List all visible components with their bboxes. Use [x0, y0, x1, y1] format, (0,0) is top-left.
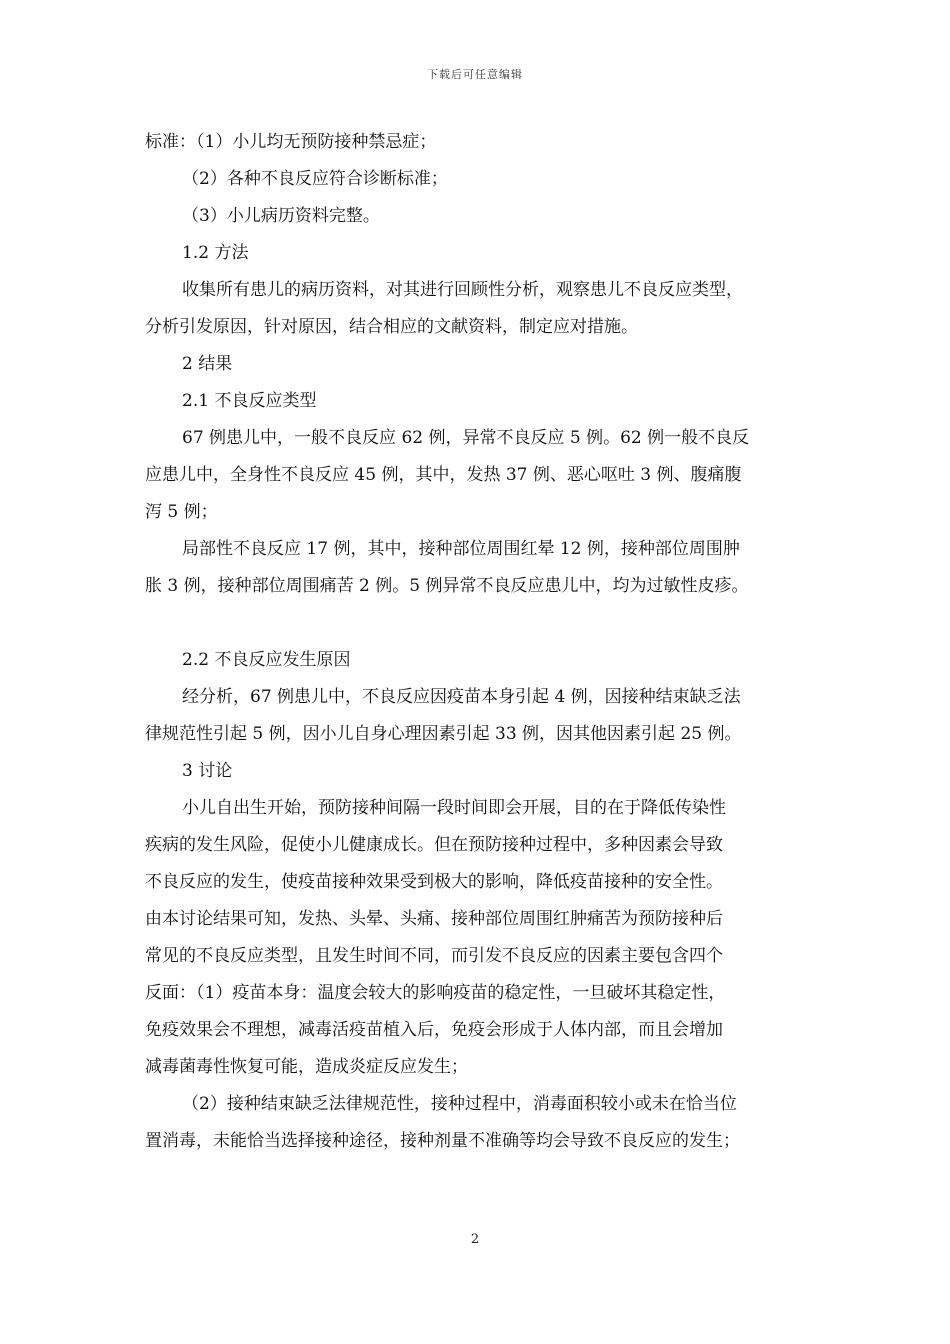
paragraph-line: （2）各种不良反应符合诊断标准；	[182, 169, 448, 189]
paragraph-line: 67 例患儿中，一般不良反应 62 例，异常不良反应 5 例。62 例一般不良反	[182, 428, 750, 448]
paragraph-line: 不良反应的发生，使疫苗接种效果受到极大的影响，降低疫苗接种的安全性。	[145, 872, 723, 892]
paragraph-line: 律规范性引起 5 例，因小儿自身心理因素引起 33 例，因其他因素引起 25 例。	[145, 724, 742, 744]
paragraph-line: （2）接种结束缺乏法律规范性，接种过程中，消毒面积较小或未在恰当位	[182, 1094, 737, 1114]
paragraph-line: 免疫效果会不理想，减毒活疫苗植入后，免疫会形成于人体内部，而且会增加	[145, 1020, 723, 1040]
paragraph-line: 泻 5 例；	[145, 502, 218, 522]
paragraph-line: 局部性不良反应 17 例，其中，接种部位周围红晕 12 例，接种部位周围肿	[182, 539, 740, 559]
document-body	[145, 124, 810, 1160]
section-heading-2: 2 结果	[182, 354, 233, 374]
paragraph-line: 收集所有患儿的病历资料，对其进行回顾性分析，观察患儿不良反应类型，	[182, 280, 743, 300]
paragraph-line: 反面：（1）疫苗本身：温度会较大的影响疫苗的稳定性，一旦破坏其稳定性，	[145, 983, 726, 1003]
section-heading-2-2: 2.2 不良反应发生原因	[182, 650, 351, 670]
section-heading-2-1: 2.1 不良反应类型	[182, 391, 317, 411]
paragraph-line: 胀 3 例，接种部位周围痛苦 2 例。5 例异常不良反应患儿中，均为过敏性皮疹。	[145, 576, 749, 596]
page-header-note: 下载后可任意编辑	[427, 68, 523, 81]
paragraph-line: 小儿自出生开始，预防接种间隔一段时间即会开展，目的在于降低传染性	[182, 798, 726, 818]
blank-line	[145, 605, 810, 642]
paragraph-line: 应患儿中，全身性不良反应 45 例，其中，发热 37 例、恶心呕吐 3 例、腹痛腹	[145, 465, 742, 485]
section-heading-1-2: 1.2 方法	[182, 243, 249, 263]
paragraph-line: （3）小儿病历资料完整。	[182, 206, 380, 226]
paragraph-line: 经分析，67 例患儿中，不良反应因疫苗本身引起 4 例，因接种结束缺乏法	[182, 687, 741, 707]
paragraph-line: 置消毒，未能恰当选择接种途径，接种剂量不准确等均会导致不良反应的发生；	[145, 1131, 740, 1151]
paragraph-line: 由本讨论结果可知，发热、头晕、头痛、接种部位周围红肿痛苦为预防接种后	[145, 909, 723, 929]
paragraph-line: 常见的不良反应类型，且发生时间不同，而引发不良反应的因素主要包含四个	[145, 946, 723, 966]
page-number: 2	[470, 1232, 480, 1247]
paragraph-line: 减毒菌毒性恢复可能，造成炎症反应发生；	[145, 1057, 468, 1077]
paragraph-line: 分析引发原因，针对原因，结合相应的文献资料，制定应对措施。	[145, 317, 638, 337]
paragraph-line: 标准：（1）小儿均无预防接种禁忌症；	[145, 132, 437, 152]
paragraph-line: 疾病的发生风险，促使小儿健康成长。但在预防接种过程中，多种因素会导致	[145, 835, 723, 855]
section-heading-3: 3 讨论	[182, 761, 233, 781]
